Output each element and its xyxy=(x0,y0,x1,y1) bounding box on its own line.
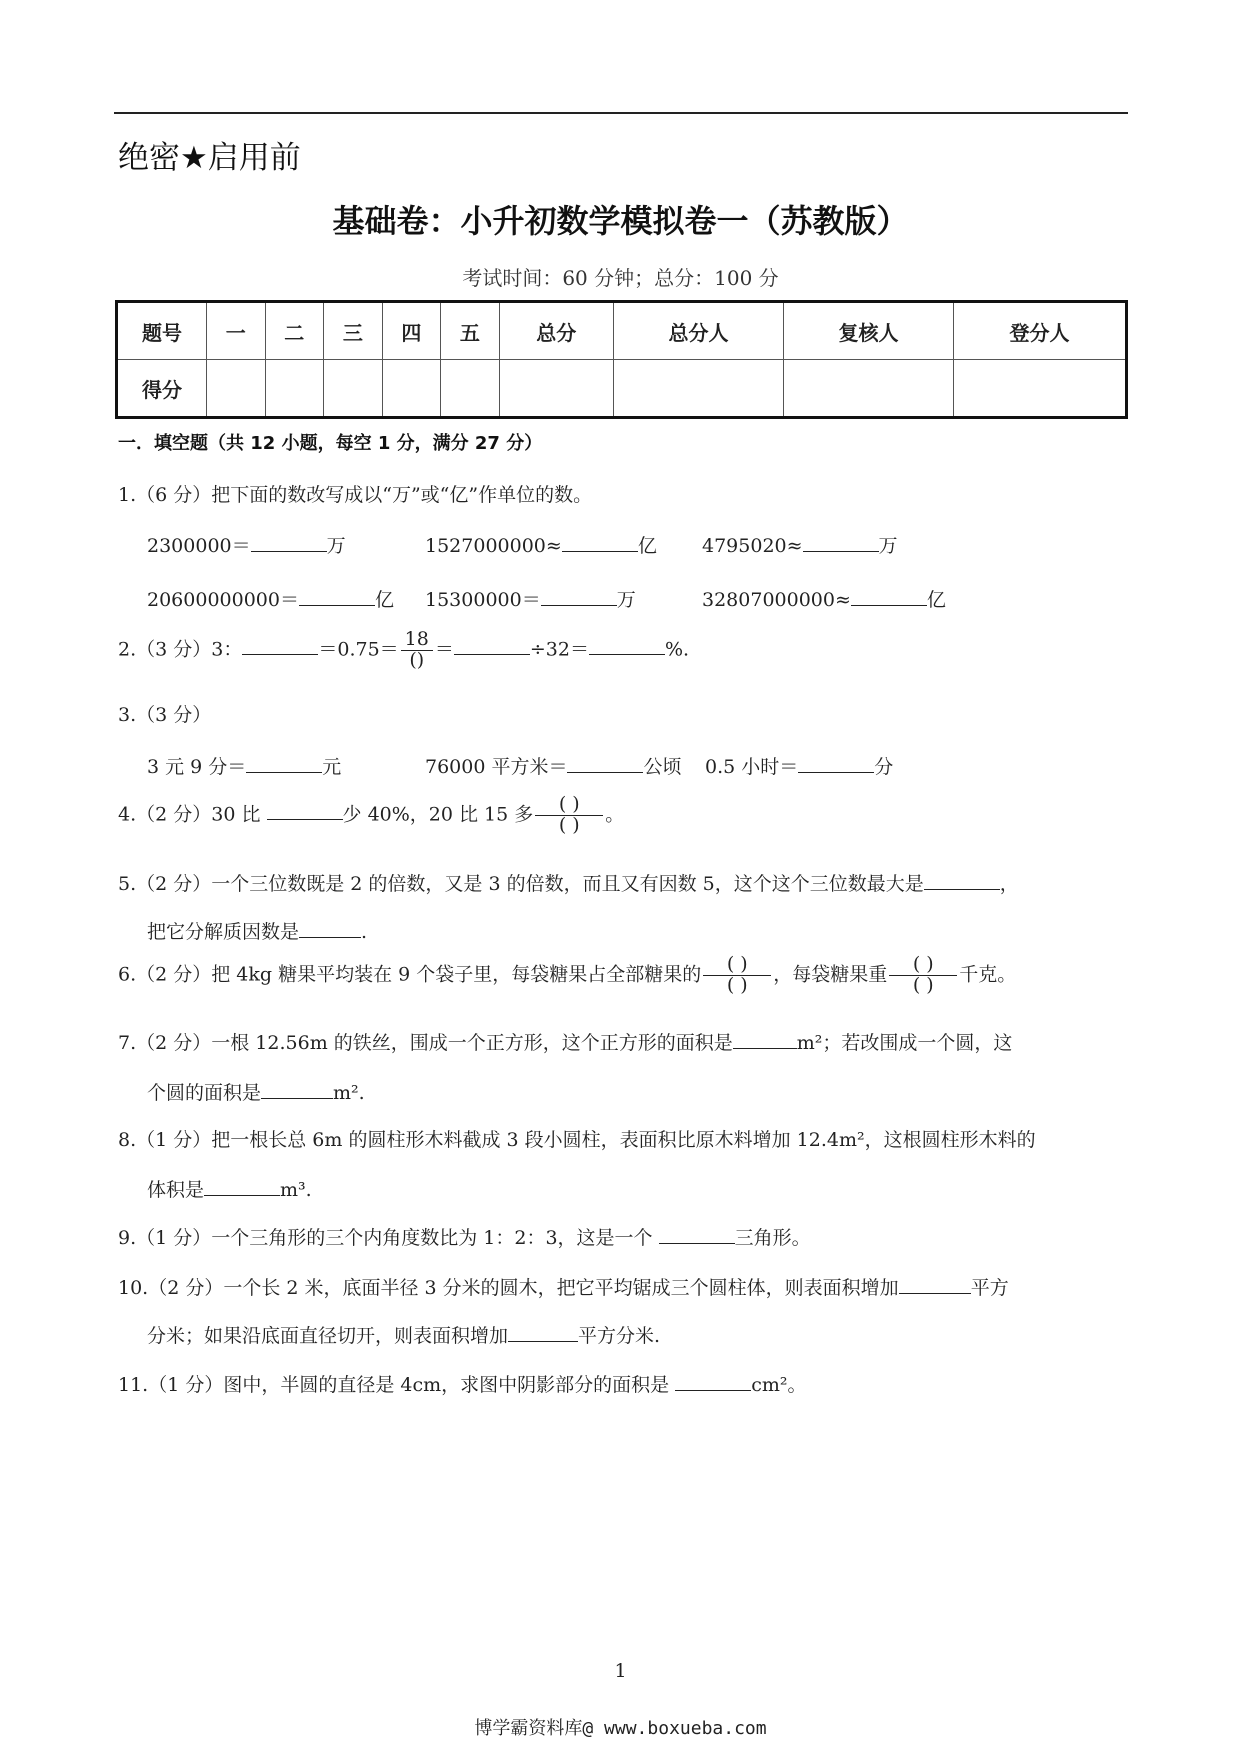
q1-d-expr: 20600000000＝ xyxy=(147,589,299,611)
section-1-title: 一．填空题（共 12 小题，每空 1 分，满分 27 分） xyxy=(118,433,543,454)
q4-end: 。 xyxy=(605,803,625,826)
q1-e xyxy=(425,585,636,612)
q7-unit: m² xyxy=(796,1032,823,1054)
q6-prefix: 6.（2 分）把 4kg 糖果平均装在 9 个袋子里，每袋糖果占全部糖果的 xyxy=(118,963,702,986)
q9 xyxy=(118,1223,811,1250)
q2-end: %. xyxy=(664,638,690,661)
answer-blank[interactable] xyxy=(924,871,1000,890)
fraction-denominator[interactable]: ( ) xyxy=(726,973,748,996)
q1-f-expr: 32807000000≈ xyxy=(702,589,851,611)
q7-text: 7.（2 分）一根 12.56m 的铁丝，围成一个正方形，这个正方形的面积是 xyxy=(118,1032,733,1054)
top-rule xyxy=(114,112,1128,114)
q1-f xyxy=(702,585,946,612)
q10-line1 xyxy=(118,1273,1009,1300)
q1-c-expr: 4795020≈ xyxy=(702,535,803,557)
answer-blank[interactable] xyxy=(299,919,361,938)
q3-a-unit: 元 xyxy=(322,756,342,778)
q1-e-unit: 万 xyxy=(616,589,636,611)
answer-blank[interactable] xyxy=(541,587,617,606)
score-table-score-row xyxy=(117,360,1127,418)
q3-a xyxy=(147,752,341,779)
q8-unit: m³ xyxy=(280,1179,306,1201)
q5-line1-end: ， xyxy=(999,873,1019,895)
q4-mid: 少 40%，20 比 15 多 xyxy=(342,803,534,826)
q7-unit-2: m² xyxy=(333,1082,359,1104)
score-cell[interactable] xyxy=(613,360,783,418)
score-header-cell: 总分人 xyxy=(613,302,783,360)
score-header-cell: 二 xyxy=(265,302,324,360)
q2-prefix: 2.（3 分）3： xyxy=(118,638,243,661)
q1-a-expr: 2300000＝ xyxy=(147,535,251,557)
q11-end: 。 xyxy=(787,1374,807,1396)
q4-fraction[interactable] xyxy=(535,795,603,836)
answer-blank[interactable] xyxy=(899,1275,971,1294)
q7-line2 xyxy=(147,1078,365,1105)
q8-end: . xyxy=(305,1179,312,1201)
fraction-numerator[interactable]: ( ) xyxy=(726,953,748,975)
q1-d-unit: 亿 xyxy=(374,589,394,611)
fraction-denominator[interactable]: ( ) xyxy=(912,973,934,996)
answer-blank[interactable] xyxy=(454,636,530,655)
answer-blank[interactable] xyxy=(851,587,927,606)
page-title: 基础卷：小升初数学模拟卷一（苏教版） xyxy=(332,202,909,240)
q2-eq: ＝ xyxy=(434,638,454,661)
q5-line2-end: . xyxy=(361,921,368,943)
answer-blank[interactable] xyxy=(508,1323,578,1342)
q2-mid: ＝0.75＝ xyxy=(318,638,399,661)
fraction-denominator[interactable]: ( ) xyxy=(558,813,580,836)
answer-blank[interactable] xyxy=(246,754,322,773)
q10-line2 xyxy=(147,1321,660,1348)
q3-a-expr: 3 元 9 分＝ xyxy=(147,756,247,778)
q3-b-expr: 76000 平方米＝ xyxy=(425,756,568,778)
q1-e-expr: 15300000＝ xyxy=(425,589,541,611)
answer-blank[interactable] xyxy=(589,636,665,655)
q1-d xyxy=(147,585,394,612)
score-cell[interactable] xyxy=(954,360,1127,418)
score-header-cell: 总分 xyxy=(499,302,613,360)
answer-blank[interactable] xyxy=(733,1030,797,1049)
score-header-cell: 登分人 xyxy=(954,302,1127,360)
score-header-cell: 四 xyxy=(382,302,441,360)
page-number: 1 xyxy=(614,1660,627,1682)
fraction-numerator[interactable]: ( ) xyxy=(558,793,580,815)
q1-a-unit: 万 xyxy=(326,535,346,557)
q5-line1 xyxy=(118,869,1019,896)
exam-info: 考试时间：60 分钟；总分：100 分 xyxy=(462,266,779,290)
q1-b-unit: 亿 xyxy=(637,535,657,557)
q1-text: 1.（6 分）把下面的数改写成以“万”或“亿”作单位的数。 xyxy=(118,484,593,506)
score-header-cell: 三 xyxy=(324,302,383,360)
answer-blank[interactable] xyxy=(204,1177,280,1196)
q3-b-unit: 公顷 xyxy=(643,756,682,778)
q5-line2 xyxy=(147,917,367,944)
q9-end: 三角形。 xyxy=(734,1227,811,1249)
q7-line2-end: . xyxy=(358,1082,365,1104)
q10-line2-text: 分米；如果沿底面直径切开，则表面积增加 xyxy=(147,1325,509,1347)
score-cell[interactable] xyxy=(441,360,500,418)
q6-end: 千克。 xyxy=(959,963,1017,986)
q1-b xyxy=(425,531,657,558)
q1-c-unit: 万 xyxy=(878,535,898,557)
q10-line1-end: 平方 xyxy=(970,1277,1009,1299)
answer-blank[interactable] xyxy=(803,533,879,552)
answer-blank[interactable] xyxy=(562,533,638,552)
score-cell[interactable] xyxy=(265,360,324,418)
answer-blank[interactable] xyxy=(567,754,643,773)
q3-b xyxy=(425,752,682,779)
answer-blank[interactable] xyxy=(659,1225,735,1244)
answer-blank[interactable] xyxy=(261,1080,333,1099)
answer-blank[interactable] xyxy=(267,801,343,820)
q10-text: 10.（2 分）一个长 2 米，底面半径 3 分米的圆木，把它平均锯成三个圆柱体，则表面积增加 xyxy=(118,1277,899,1299)
score-header-cell: 五 xyxy=(441,302,500,360)
score-header-cell: 一 xyxy=(207,302,266,360)
q3-c-expr: 0.5 小时＝ xyxy=(705,756,799,778)
q4 xyxy=(118,795,624,836)
q4-prefix: 4.（2 分）30 比 xyxy=(118,803,261,826)
score-table-header-row xyxy=(117,302,1127,360)
q3-c xyxy=(705,752,893,779)
footer-watermark: 博学霸资料库@ www.boxueba.com xyxy=(474,1718,767,1739)
q10-line2-end: 平方分米. xyxy=(578,1325,661,1347)
confidential-label: 绝密★启用前 xyxy=(118,140,301,176)
q11 xyxy=(118,1370,806,1397)
q5-text: 5.（2 分）一个三位数既是 2 的倍数，又是 3 的倍数，而且又有因数 5，这个这个三位数最大是 xyxy=(118,873,924,895)
score-cell[interactable] xyxy=(499,360,613,418)
q1-c xyxy=(702,531,898,558)
score-table xyxy=(115,300,1128,419)
q6 xyxy=(118,955,1016,996)
q2 xyxy=(118,630,689,671)
q7-line1 xyxy=(118,1028,1012,1055)
score-row-label: 得分 xyxy=(117,360,207,418)
q1-b-expr: 1527000000≈ xyxy=(425,535,562,557)
q11-unit: cm² xyxy=(751,1374,788,1396)
q9-text: 9.（1 分）一个三角形的三个内角度数比为 1：2：3，这是一个 xyxy=(118,1227,653,1249)
score-cell[interactable] xyxy=(324,360,383,418)
fraction-denominator[interactable]: () xyxy=(409,648,425,671)
answer-blank[interactable] xyxy=(251,533,327,552)
q6-fraction-1[interactable] xyxy=(703,955,771,996)
q11-text: 11.（1 分）图中，半圆的直径是 4cm，求图中阴影部分的面积是 xyxy=(118,1374,670,1396)
q1-f-unit: 亿 xyxy=(926,589,946,611)
answer-blank[interactable] xyxy=(798,754,874,773)
q2-div: ÷32＝ xyxy=(529,638,589,661)
score-cell[interactable] xyxy=(207,360,266,418)
q8-line1: 8.（1 分）把一根长总 6m 的圆柱形木料截成 3 段小圆柱，表面积比原木料增加 12.4m²，这根圆柱形木料的 xyxy=(118,1129,1036,1151)
score-cell[interactable] xyxy=(382,360,441,418)
score-header-cell: 题号 xyxy=(117,302,207,360)
q6-mid: ，每袋糖果重 xyxy=(773,963,888,986)
q1-a xyxy=(147,531,346,558)
answer-blank[interactable] xyxy=(242,636,318,655)
answer-blank[interactable] xyxy=(299,587,375,606)
q6-fraction-2[interactable] xyxy=(889,955,957,996)
q3-c-unit: 分 xyxy=(874,756,894,778)
score-cell[interactable] xyxy=(784,360,954,418)
score-header-cell: 复核人 xyxy=(784,302,954,360)
q7-line2-text: 个圆的面积是 xyxy=(147,1082,262,1104)
q8-line2 xyxy=(147,1175,312,1202)
q8-line2-text: 体积是 xyxy=(147,1179,205,1201)
fraction-numerator: 18 xyxy=(404,628,429,650)
q5-line2-text: 把它分解质因数是 xyxy=(147,921,300,943)
fraction-numerator[interactable]: ( ) xyxy=(912,953,934,975)
q7-line1-end: ；若改围成一个圆，这 xyxy=(822,1032,1013,1054)
answer-blank[interactable] xyxy=(675,1372,751,1391)
q2-fraction xyxy=(401,630,433,671)
q3-prefix: 3.（3 分） xyxy=(118,704,212,726)
